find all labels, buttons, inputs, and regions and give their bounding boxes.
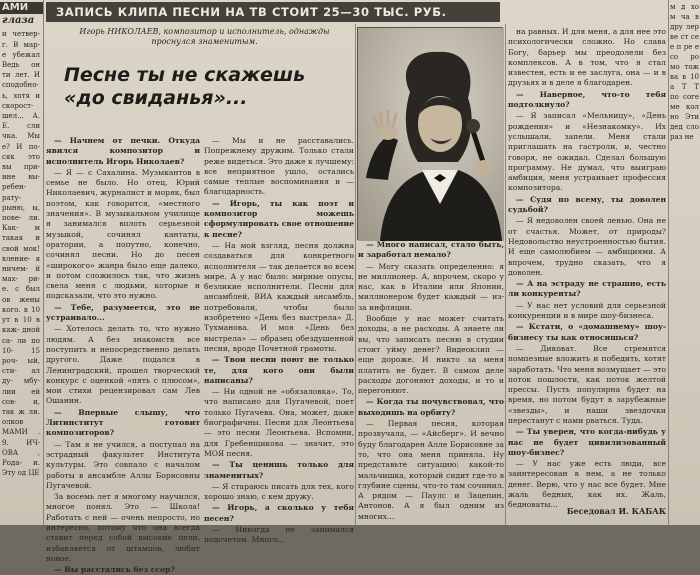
col1-paragraph: За восемь лет я многому научился, многое понял. Это — Школа! Работать с ней — очень непросто, но интересно, потому что она всегда ставит перед собой высокие цели, избавляется от штампов, любит новое. — [46, 492, 200, 563]
left-column-subheader: глаза — [2, 15, 35, 27]
col3-paragraph: — Когда ты почувствовал, что выходишь на орбиту? — [358, 397, 504, 417]
col4-paragraph: — Кстати, о «домашнему» шоу-бизнесу ты как относишься? — [508, 322, 666, 342]
col4-paragraph: — Диковат. Все стремятся помпезные вложить и победить, хотят заработать. Что меня возмущает — это поток пошлости, как поток желтой прессы. Пусть популярна будет на время, но потом будут в зарубежные «звезды», и наши звездочки перестанут с нами рваться. Туда. — [508, 343, 666, 425]
col2-paragraph: — Ни одной не «обязаловка». То, что написано для Пугачевой, поет только Пугачева. Она, может, даже биографичны. Песни для Леонтьева — это песни Леонтьева. Вспомни, для Гребенщикова — значит, это МОЯ песня. — [204, 387, 354, 458]
col2-paragraph: — На мой взгляд, песня должна создаваться для конкретного исполнителя — так делается во всем мире. А у нас было: мирные опусы, безликие исполнители. Песни для ансамблей, ВИА каждый ансамбль, потребовали, чтобы было изобретено «День без выстрела» Д. Тухманова. И моя «День без выстрела» — образец обездушенной песни, вроде Почетной грамоты. — [204, 240, 354, 353]
left-column-header: АМИ — [0, 2, 43, 14]
col2-paragraph: — Никогда не занимался подсчетом. Много... — [204, 524, 354, 545]
col4-paragraph: — У нас нет условий для серьезной конкуренции и в мире шоу-бизнеса. — [508, 300, 666, 321]
col1-paragraph: — Я — с Сахалина. Музыкантов в семье не было. Но отец, Юрий Николаевич, журналист и моряк, был поэтом, как говорится, «местного значения». В музыкальном училище я занимался вплоть серьезной музыкой, сочинял кантаты, оратории, а попутно, конечно, сочинял песни. Но до песен «широкого» жанра было еще далеко, и потом сложилось так, что жизнь свела меня с людьми, которые и подсказали, что это нужно. — [46, 167, 200, 301]
col1-paragraph: — Там я не учился, а поступал на эстрадный факультет Института культуры. Это совпало с началом работы в ансамбле Аллы Борисовны Пугачевой. — [46, 439, 200, 490]
article-byline: Игорь НИКОЛАЕВ, композитор и исполнитель, однажды проснулся знаменитым. — [79, 27, 330, 46]
col4-paragraph: — Я записал «Мельницу», «День рождения» и «Незнакомку». Их услышали, запели. Меня стали приглашать на гастроли, и, честно говоря, не ожидал. Сделал большую программу. Не думал, что выиграю амбиция, меня устраивает профессия композитора. — [508, 111, 666, 193]
col2-paragraph: — Я стараюсь писать для тех, кого хорошо знаю, с кем дружу. — [204, 481, 354, 502]
col2-paragraph: — Ты ценишь только для знаменитых? — [204, 460, 354, 480]
left-column-text: и четвер- г. В мар- е убежал Ведь он ти лет. И сподобно- ь, хотя и скорост- шел... А. Е. сли чка. Мы е? И по- сяк это вы при- ине вы- ребен- рату- рыню, ы, пове- ли. Как- м такая и свой мок! вление- я ничем- й мах- ри- е. с был ов жены кого. в 10 ут в 10 в каж- дной са- ли по 10- 15 роч- ый, сти- ал ду- мбу- лии ей сов- и, так ж ли. олков МАМИ . 9. ИЧ- ОВА , Рода- и. Эту од ЦЕ — [2, 30, 40, 478]
col3-paragraph: — Первая песня, которая прозвучала, — «Айсберг». И вечно буду благодарен Алле Борисовне за то, что она меня приняла. Ну представьте ситуацию: какой-то мальчишка, который сидит где-то в глубине сцены, что-то там сочинил. А рядом — Паулс и Зацепин, Антонов. А я был одним из многих... — [358, 419, 504, 521]
col4-paragraph: — Я недоволен своей ленью. Она не от счастья. Может, от природы? Недовольство неустроенностью бытия. И еще самолюбием — амбициями. А впрочем, трудно сказать, что я доволен. — [508, 216, 666, 277]
left-adjacent-column — [0, 0, 44, 525]
interviewer-credit: Беседовал И. КАБАК — [566, 506, 666, 516]
col3-paragraph: Вообще у нас может считать доходы, а не расходы. А знаете ли вы, что записать песню в студии стоит уйму денег? Видеоклип — еще дороже. И никто за меня платить не будет. В самом деле расходы догоняют доходы, и то и перегоняют. — [358, 314, 504, 396]
article-column-4 — [508, 27, 666, 510]
right-column-text: м д хо м ча в дру лер ве ст се е п ре е со ро мо тож ва в 10 а Т Т по соге ме кол но Эти дед сло раз не — [670, 3, 699, 141]
right-adjacent-column — [668, 0, 700, 525]
col2-paragraph: — Игорь, а сколько у тебя песен? — [204, 503, 354, 523]
col4-paragraph: — Ты уверен, что когда-нибудь у нас не будет цивилизованный шоу-бизнес? — [508, 427, 666, 457]
singer-photo — [357, 27, 503, 240]
col1-paragraph: — Хотелось делать то, что нужно людям. А без знакомств все поступить и непосредственно делать другого. Даже подался в Ленинградский, прошел творческий конкурс с оценкой «пять с плюсом», мои стихи рецензировал сам Лев Ошанин. — [46, 324, 200, 406]
col4-paragraph: — У нас уже есть люди, все заинтересован в нем, а не только денег. Верю, что у нас все будет. Мне жаль бедных, как их. Жаль, бедноваты... — [508, 459, 666, 510]
col3-paragraph: — Много написал, стало быть, и заработал немало? — [358, 240, 504, 260]
article-banner: ЗАПИСЬ КЛИПА ПЕСНИ НА ТВ СТОИТ 25—30 ТЫС. РУБ. — [46, 2, 500, 22]
col1-paragraph: — Впервые слышу, что Литинститут готовит композиторов? — [46, 407, 200, 438]
article-column-2 — [204, 136, 355, 545]
column-rule — [505, 24, 506, 525]
col2-paragraph: — Игорь, ты как поэт и композитор можешь сформулировать свое отношение к песне? — [204, 198, 354, 239]
article-headline: Песне ты не скажешь «до свиданья»... — [64, 64, 306, 109]
col2-paragraph: — Твои песни поют не только те, для кого они были написаны? — [204, 355, 354, 385]
col4-paragraph: на равных. И для меня, а для нее это психологически сложно. Но слава Богу, барьер мы преодолели без комплексов. А в том, что я стал известен, есть и ее заслуга, она — и в друзьях и в деле я благодарен. — [508, 27, 666, 88]
singer-photo-illustration — [358, 28, 504, 241]
col4-paragraph: — Наверное, что-то тебя подтолкнуло? — [508, 89, 666, 110]
col1-paragraph: — Тебе, разумеется, это не устраивало... — [46, 302, 200, 323]
article-column-1 — [46, 136, 200, 575]
column-rule — [355, 24, 356, 525]
col4-paragraph: — Судя по всему, ты доволен судьбой? — [508, 194, 666, 215]
col2-paragraph: — Мы и не расставались. Попрежнему дружим. Только стали реже видеться. Это даже к лучшему: все неприятное ушло, остались самые теплые воспоминания и — благодарность. — [204, 136, 355, 197]
col4-paragraph: — А на эстраду не страшно, есть ли конкуренты? — [508, 279, 666, 299]
col3-paragraph: — Могу сказать определенно: я не миллионер. А, впрочем, скоро у нас, как в Италии или Японии, миллионером будет каждый — из-за инфляции. — [358, 261, 504, 312]
article-column-3 — [358, 240, 504, 525]
col1-paragraph: — Начнем от печки. Откуда явился композитор и исполнитель Игорь Николаев? — [46, 136, 200, 166]
col1-paragraph: — Вы расстались без ссор? — [54, 565, 175, 575]
